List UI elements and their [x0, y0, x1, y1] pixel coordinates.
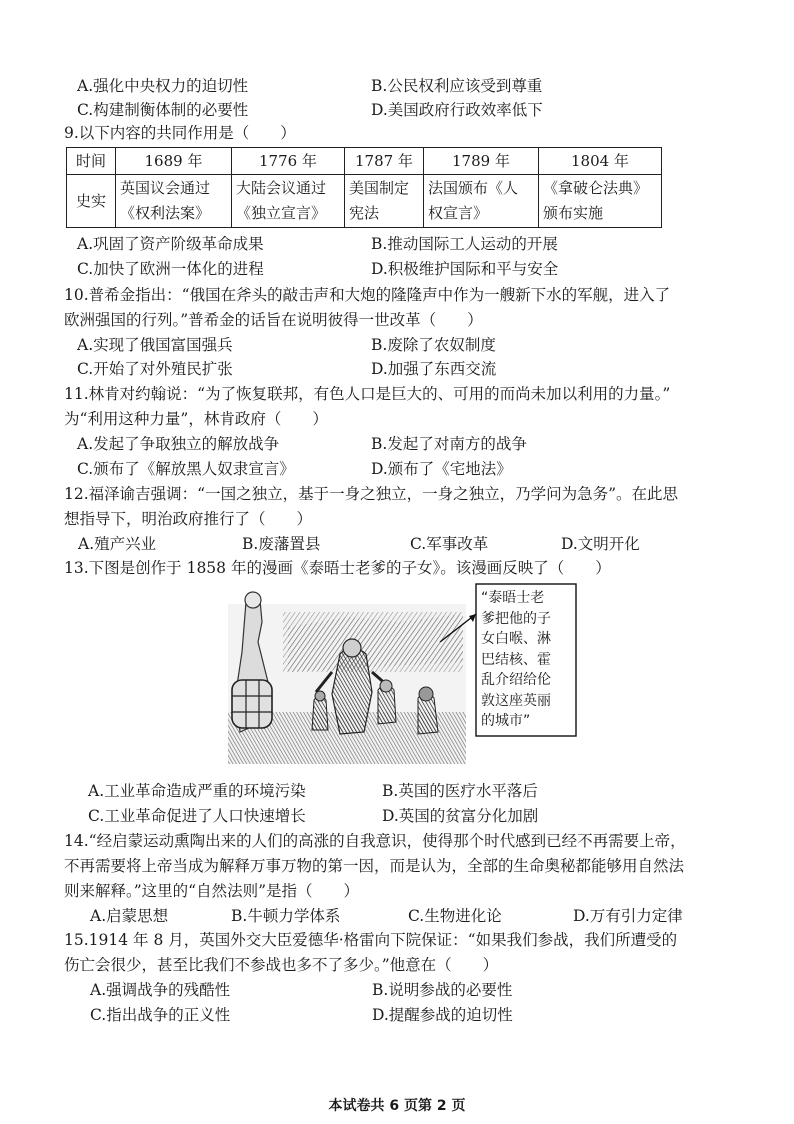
q11-option-b: B.发起了对南方的战争 — [371, 435, 527, 453]
q9-option-c: C.加快了欧洲一体化的进程 — [77, 260, 264, 278]
q10-option-d: D.加强了东西交流 — [371, 360, 497, 378]
table-cell-event — [232, 175, 345, 228]
q8-option-c: C.构建制衡体制的必要性 — [77, 101, 249, 119]
table-cell-event — [345, 175, 424, 228]
cartoon-illustration — [228, 582, 578, 766]
q9-stem: 9.以下内容的共同作用是（ ） — [64, 124, 296, 142]
q15-option-b: B.说明参战的必要性 — [372, 981, 513, 999]
event-line: 《拿破仑法典》 — [543, 179, 649, 197]
q12-option-a: A.殖产兴业 — [78, 535, 157, 553]
table-header-event: 史实 — [67, 175, 116, 228]
event-line: 《独立宣言》 — [236, 204, 327, 222]
q11-stem-line1: 11.林肯对约翰说：“为了恢复联邦，有色人口是巨大的、可用的而尚未加以利用的力量。” — [64, 385, 671, 403]
q14-stem-line3: 则来解释。”这里的“自然法则”是指（ ） — [64, 882, 360, 900]
cartoon-caption — [481, 588, 551, 732]
q14-option-a: A.启蒙思想 — [90, 907, 169, 925]
q13-option-b: B.英国的医疗水平落后 — [382, 782, 538, 800]
table-cell-year: 1789 年 — [424, 148, 539, 175]
q14-stem-line1: 14.“经启蒙运动熏陶出来的人们的高涨的自我意识，使得那个时代感到已经不再需要上帝， — [64, 832, 686, 850]
q13-stem: 13.下图是创作于 1858 年的漫画《泰晤士老爹的子女》。该漫画反映了（ ） — [64, 559, 611, 577]
table-row — [67, 175, 662, 228]
q13-option-a: A.工业革命造成严重的环境污染 — [88, 782, 306, 800]
q12-option-c: C.军事改革 — [410, 535, 489, 553]
event-line: 权宣言》 — [428, 204, 489, 222]
caption-line: 巴结核、霍 — [481, 651, 551, 668]
q15-option-d: D.提醒参战的迫切性 — [372, 1006, 513, 1024]
table-cell-event — [424, 175, 539, 228]
q15-option-c: C.指出战争的正义性 — [90, 1006, 231, 1024]
q15-stem-line2: 伤亡会很少，甚至比我们不参战也多不了多少。”他意在（ ） — [64, 956, 499, 974]
q10-option-b: B.废除了农奴制度 — [371, 336, 496, 354]
event-line: 法国颁布《人 — [428, 179, 519, 197]
table-cell-year: 1776 年 — [232, 148, 345, 175]
table-cell-event — [116, 175, 232, 228]
table-row — [67, 148, 662, 175]
page-footer: 本试卷共 6 页第 2 页 — [328, 1098, 466, 1114]
q8-option-a: A.强化中央权力的迫切性 — [77, 77, 249, 95]
event-line: 宪法 — [349, 204, 380, 222]
q14-option-d: D.万有引力定律 — [573, 907, 683, 925]
event-line: 美国制定 — [349, 179, 410, 197]
q14-option-c: C.生物进化论 — [408, 907, 502, 925]
caption-line: 女白喉、淋 — [481, 631, 551, 647]
q11-option-c: C.颁布了《解放黑人奴隶宣言》 — [77, 460, 295, 478]
q9-option-b: B.推动国际工人运动的开展 — [371, 235, 558, 253]
q11-option-d: D.颁布了《宅地法》 — [371, 460, 512, 478]
table-cell-year: 1787 年 — [345, 148, 424, 175]
caption-line: 的城市” — [481, 713, 531, 729]
q14-option-b: B.牛顿力学体系 — [231, 907, 341, 925]
event-line: 颁布实施 — [543, 204, 604, 222]
q12-option-d: D.文明开化 — [561, 535, 640, 553]
q15-option-a: A.强调战争的残酷性 — [90, 981, 231, 999]
q9-history-table — [66, 147, 662, 228]
caption-line: “泰晤士老 — [481, 590, 545, 606]
q10-stem-line2: 欧洲强国的行列。”普希金的话旨在说明彼得一世改革（ ） — [64, 311, 483, 329]
q9-option-d: D.积极维护国际和平与安全 — [371, 260, 559, 278]
event-line: 《权利法案》 — [120, 204, 211, 222]
q8-option-b: B.公民权利应该受到尊重 — [371, 77, 543, 95]
caption-line: 乱介绍给伦 — [481, 672, 551, 688]
q13-option-c: C.工业革命促进了人口快速增长 — [88, 807, 306, 825]
table-header-time: 时间 — [67, 148, 116, 175]
q10-stem-line1: 10.普希金指出：“俄国在斧头的敲击声和大炮的隆隆声中作为一艘新下水的军舰，进入了 — [64, 286, 671, 304]
q11-stem-line2: 为“利用这种力量”，林肯政府（ ） — [64, 410, 328, 428]
q12-stem-line2: 想指导下，明治政府推行了（ ） — [64, 510, 313, 528]
event-line: 大陆会议通过 — [236, 179, 327, 197]
q12-option-b: B.废藩置县 — [242, 535, 321, 553]
event-line: 英国议会通过 — [120, 179, 211, 197]
q10-option-c: C.开始了对外殖民扩张 — [77, 360, 233, 378]
caption-line: 敦这座英丽 — [481, 692, 551, 709]
q11-option-a: A.发起了争取独立的解放战争 — [77, 435, 280, 453]
q8-option-d: D.美国政府行政效率低下 — [371, 101, 543, 119]
caption-line: 爹把他的子 — [481, 610, 551, 627]
table-cell-year: 1804 年 — [539, 148, 662, 175]
q9-option-a: A.巩固了资产阶级革命成果 — [77, 235, 264, 253]
q15-stem-line1: 15.1914 年 8 月，英国外交大臣爱德华·格雷向下院保证：“如果我们参战，我们所遭受的 — [64, 931, 678, 949]
q14-stem-line2: 不再需要将上帝当成为解释万事万物的第一因，而是认为，全部的生命奥秘都能够用自然法 — [64, 857, 685, 875]
q10-option-a: A.实现了俄国富国强兵 — [77, 336, 233, 354]
q13-option-d: D.英国的贫富分化加剧 — [382, 807, 539, 825]
table-cell-year: 1689 年 — [116, 148, 232, 175]
q12-stem-line1: 12.福泽谕吉强调：“一国之独立，基于一身之独立，一身之独立，乃学问为急务”。在此思 — [64, 485, 679, 503]
table-cell-event — [539, 175, 662, 228]
